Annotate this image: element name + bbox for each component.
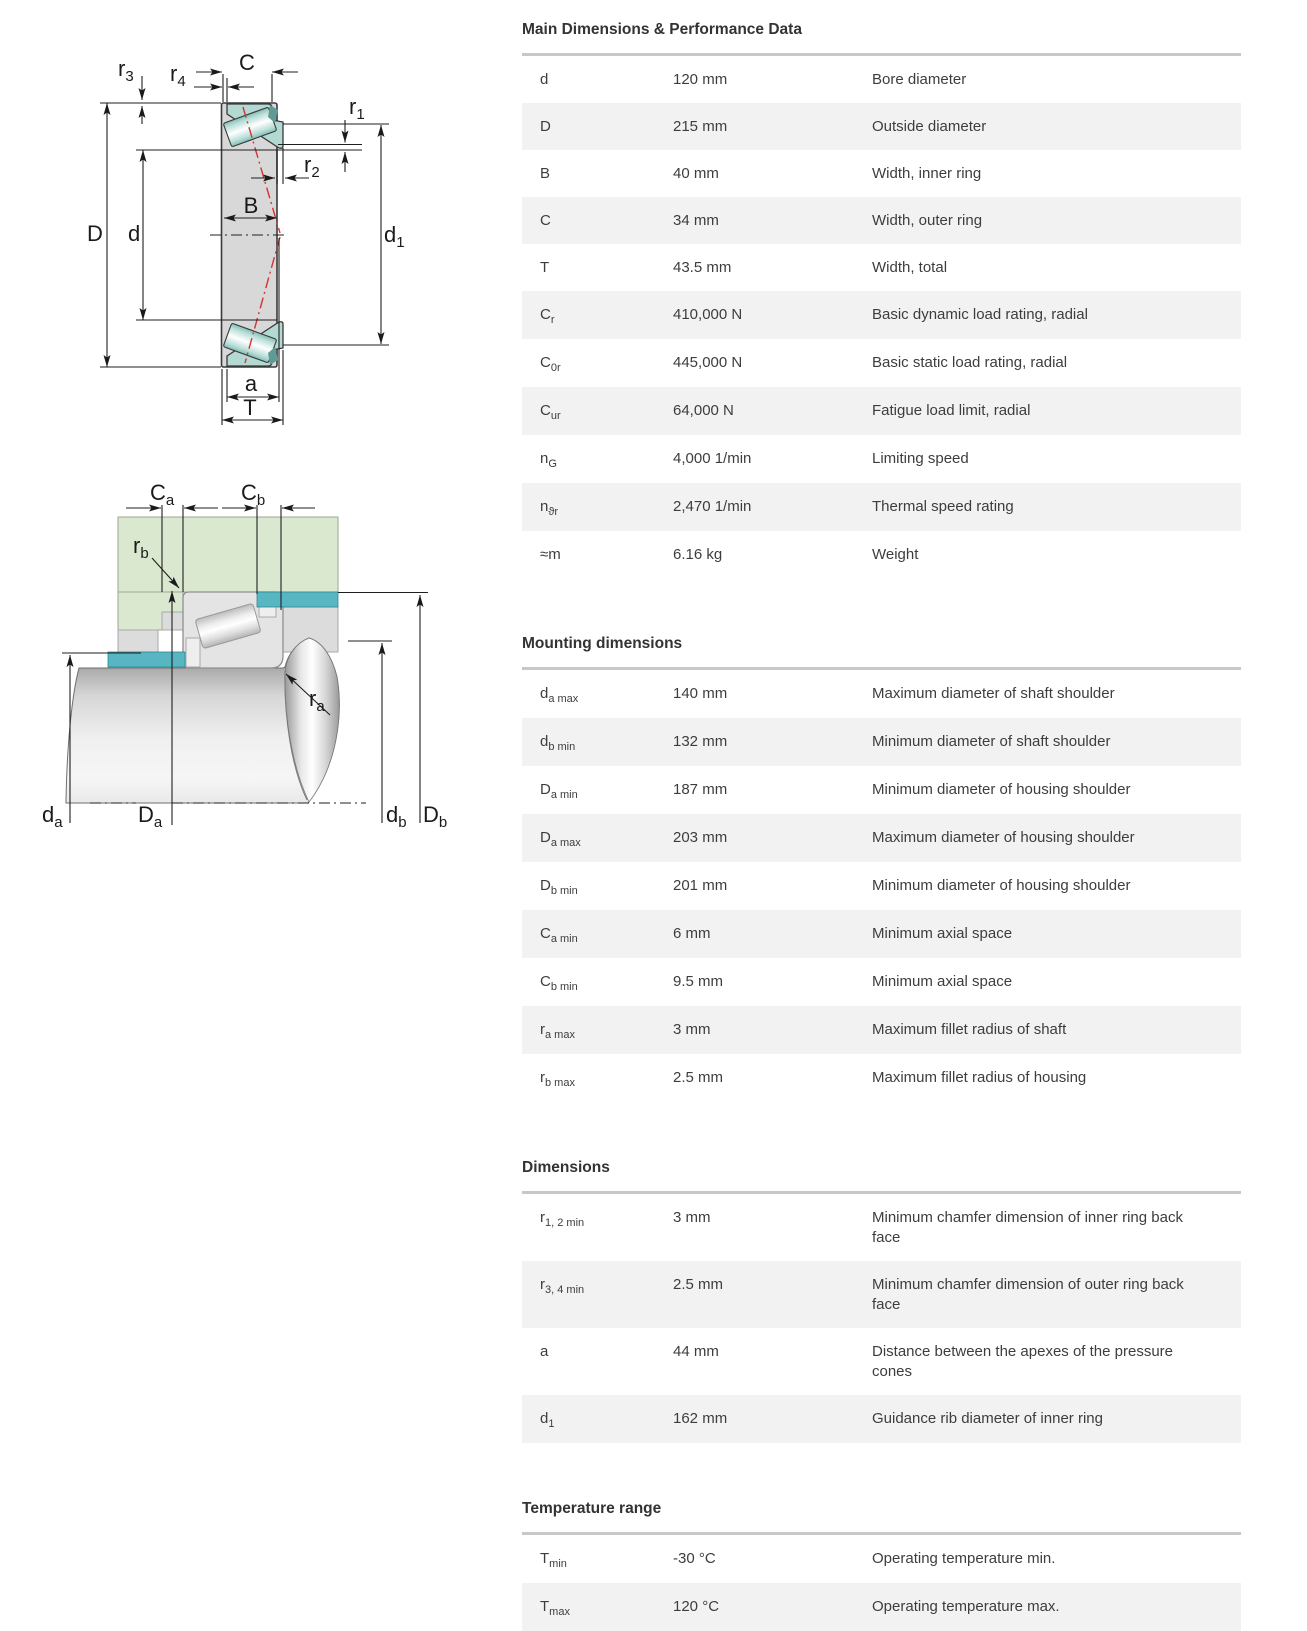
dim-label-db: $d_b$ [386,802,407,831]
spec-description: Maximum diameter of shaft shoulder [872,684,1115,702]
spec-row [522,670,1241,718]
dim-label-T: T [243,395,257,420]
spec-value: 43.5 mm [673,258,732,276]
spec-symbol: $d_1$ [540,1409,555,1430]
spec-row [522,766,1241,814]
spec-row [522,339,1241,387]
spec-description: Minimum axial space [872,924,1013,942]
spec-value: 6 mm [673,924,711,942]
abutment-strip-housing [257,592,338,607]
spec-symbol: ≈m [540,545,561,563]
spec-row [522,1194,1241,1261]
dim-label-C: C [239,50,255,75]
spec-description: Minimum diameter of shaft shoulder [872,732,1111,750]
spec-value: 162 mm [673,1409,728,1427]
spec-value: 2.5 mm [673,1275,724,1293]
abutment-strip-shaft [108,652,185,667]
spec-value: 64,000 N [673,401,734,419]
mounting-dimensions-diagram [0,470,500,860]
spec-description: Minimum diameter of housing shoulder [872,876,1131,894]
spec-value: 445,000 N [673,353,743,371]
spec-symbol: $T_{max}$ [540,1597,570,1618]
spec-row [522,244,1241,291]
spec-value: 9.5 mm [673,972,724,990]
spec-value: 6.16 kg [673,545,723,563]
spec-value: 2.5 mm [673,1068,724,1086]
spec-value: 3 mm [673,1020,711,1038]
dim-label-Db: $D_b$ [423,802,448,831]
spec-row [522,531,1241,578]
spec-symbol: $n_{ϑr}$ [540,497,559,518]
spec-symbol: $r_{b max}$ [540,1068,575,1089]
spec-description: Minimum chamfer dimension of inner ring back face [872,1208,1183,1246]
spec-value: 3 mm [673,1208,711,1226]
bearing-cross-section-diagram [0,0,500,470]
spec-row [522,1583,1241,1631]
spec-row [522,1261,1241,1328]
spec-symbol: $C_{ur}$ [540,401,561,422]
spec-description: Minimum diameter of housing shoulder [872,780,1131,798]
spec-symbol: $D_{b min}$ [540,876,578,897]
spec-row [522,1006,1241,1054]
spec-symbol: $n_G$ [540,449,557,470]
spec-section [522,1158,1241,1443]
section-title: Temperature range [522,1500,662,1517]
inner-ring-rib [186,638,200,667]
spec-value: 410,000 N [673,305,743,323]
spec-value: 201 mm [673,876,728,894]
spec-symbol: $r_{3, 4 min}$ [540,1275,585,1296]
spec-value: 140 mm [673,684,728,702]
dim-label-r1: $r_1$ [349,94,365,123]
spec-description: Guidance rib diameter of inner ring [872,1409,1103,1427]
dim-label-D: D [87,221,103,246]
spec-description: Maximum fillet radius of housing [872,1068,1087,1086]
dim-label-rb: $r_b$ [133,533,149,562]
spec-row [522,1328,1241,1395]
spec-symbol: d [540,70,549,88]
spec-value: 44 mm [673,1342,719,1360]
spec-row [522,1535,1241,1583]
spec-description: Width, outer ring [872,211,983,229]
dim-label-d1: $d_1$ [384,222,405,251]
spec-description: Width, total [872,258,948,276]
spec-row [522,387,1241,435]
dim-label-da: $d_a$ [42,802,63,831]
dim-label-d: d [128,221,141,246]
spec-description: Operating temperature max. [872,1597,1060,1615]
spec-value: 4,000 1/min [673,449,752,467]
spec-row [522,150,1241,197]
spec-value: 2,470 1/min [673,497,752,515]
spec-symbol: $C_{a min}$ [540,924,578,945]
spec-value: 40 mm [673,164,719,182]
spec-section [522,1499,1241,1631]
housing-block [118,517,338,592]
spec-description: Basic dynamic load rating, radial [872,305,1088,323]
spec-description: Maximum diameter of housing shoulder [872,828,1135,846]
spec-row [522,435,1241,483]
spec-tables [522,20,1241,1631]
spec-row [522,910,1241,958]
spec-symbol: $C_r$ [540,305,555,326]
spec-description: Bore diameter [872,70,967,88]
spec-symbol: T [540,258,550,276]
spec-description: Maximum fillet radius of shaft [872,1020,1067,1038]
spec-value: 187 mm [673,780,728,798]
spec-row [522,958,1241,1006]
spec-symbol: $D_{a max}$ [540,828,581,849]
spec-row [522,1395,1241,1443]
spec-value: 132 mm [673,732,728,750]
spec-row [522,56,1241,103]
spec-description: Thermal speed rating [872,497,1014,515]
spec-row [522,103,1241,150]
spec-row [522,483,1241,531]
dim-label-Da: $D_a$ [138,802,163,831]
spec-symbol: $r_{a max}$ [540,1020,575,1041]
spec-row [522,197,1241,244]
spec-symbol: $C_{b min}$ [540,972,578,993]
spec-symbol: $d_{a max}$ [540,684,579,705]
spec-row [522,718,1241,766]
spec-row [522,814,1241,862]
dim-label-r4: $r_4$ [170,61,186,90]
spec-description: Minimum chamfer dimension of outer ring back face [872,1275,1184,1313]
dim-label-Cb: $C_b$ [241,480,266,509]
dim-label-Ca: $C_a$ [150,480,175,509]
spec-description: Operating temperature min. [872,1549,1056,1567]
spec-row [522,1054,1241,1102]
spec-description: Limiting speed [872,449,969,467]
spec-row [522,291,1241,339]
dim-label-r3: $r_3$ [118,56,134,85]
spec-value: 120 °C [673,1597,720,1615]
spec-symbol: D [540,117,551,135]
spec-description: Width, inner ring [872,164,982,182]
spec-row [522,862,1241,910]
spec-symbol: $r_{1, 2 min}$ [540,1208,585,1229]
shoulder-ring-left [118,630,158,652]
dim-label-a: a [244,371,258,396]
spec-value: 203 mm [673,828,728,846]
spec-description: Distance between the apexes of the pressure cones [872,1342,1174,1380]
spec-symbol: $C_{0r}$ [540,353,561,374]
section-title: Mounting dimensions [522,635,683,652]
dim-label-ra: $r_a$ [309,686,325,715]
spec-description: Minimum axial space [872,972,1013,990]
spec-description: Weight [872,545,919,563]
section-title: Dimensions [522,1159,610,1176]
spec-symbol: $D_{a min}$ [540,780,578,801]
spec-value: 215 mm [673,117,728,135]
spec-section [522,634,1241,1102]
spec-value: 34 mm [673,211,719,229]
spec-description: Basic static load rating, radial [872,353,1068,371]
dim-label-r2: $r_2$ [304,152,320,181]
spec-description: Outside diameter [872,117,987,135]
spec-value: -30 °C [673,1549,716,1567]
spec-section [522,20,1241,578]
spec-symbol: $T_{min}$ [540,1549,567,1570]
section-title: Main Dimensions & Performance Data [522,21,802,38]
spec-symbol: a [540,1342,549,1360]
spec-value: 120 mm [673,70,728,88]
spec-symbol: $d_{b min}$ [540,732,576,753]
spec-symbol: B [540,164,551,182]
spec-description: Fatigue load limit, radial [872,401,1031,419]
dim-label-B: B [243,193,259,218]
spec-symbol: C [540,211,551,229]
